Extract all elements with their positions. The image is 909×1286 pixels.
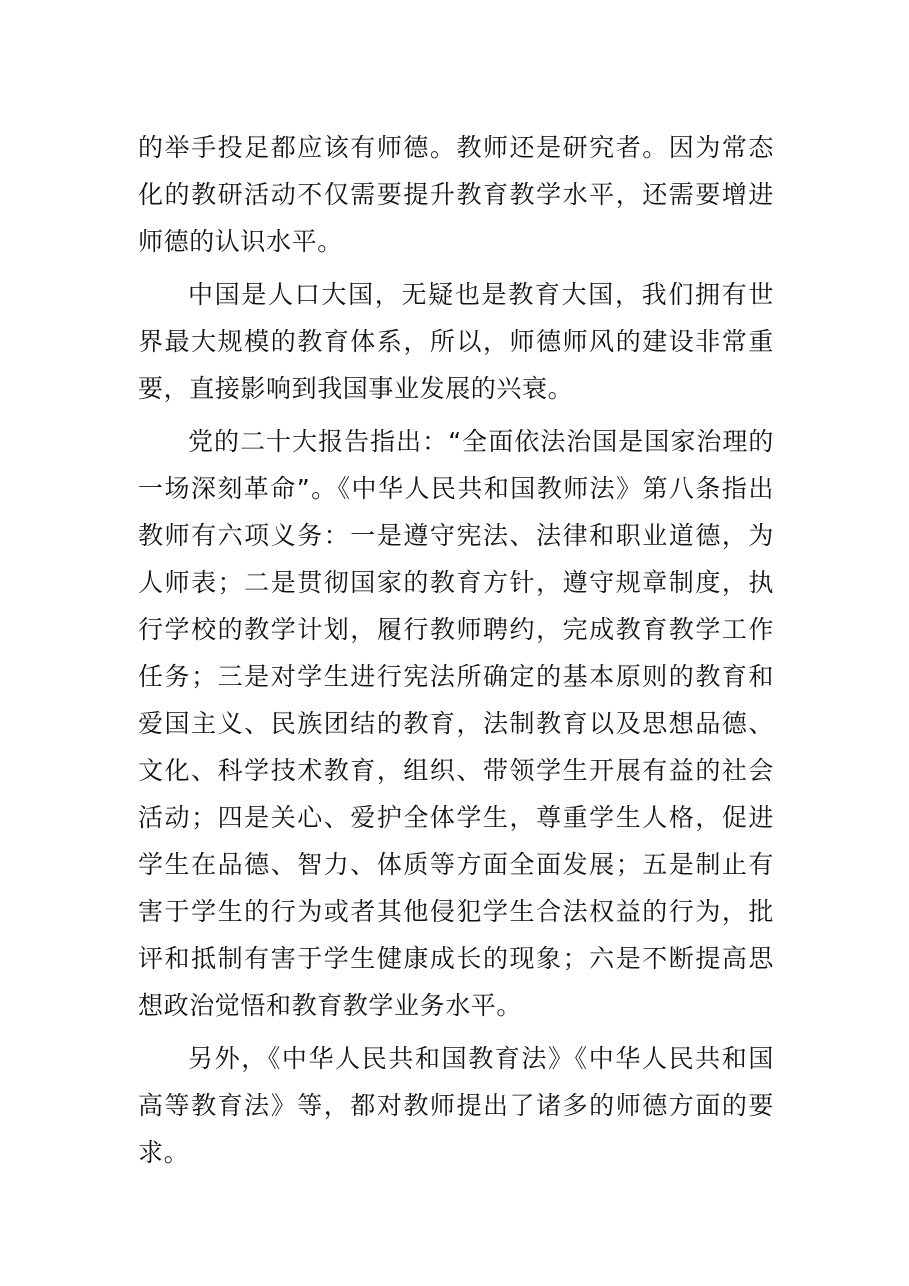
paragraph-3: 党的二十大报告指出：“全面依法治国是国家治理的一场深刻革命”。《中华人民共和国教师法》第八条指出教师有六项义务：一是遵守宪法、法律和职业道德，为人师表；二是贯彻国家的教育方针，遵守规章制度，执行学校的教学计划，履行教师聘约，完成教育教学工作任务；三是对学生进行宪法所确定的基本原则的教育和爱国主义、民族团结的教育，法制教育以及思想品德、文化、科学技术教育，组织、带领学生开展有益的社会活动；四是关心、爱护全体学生，尊重学生人格，促进学生在品德、智力、体质等方面全面发展；五是制止有害于学生的行为或者其他侵犯学生合法权益的行为，批评和抵制有害于学生健康成长的现象；六是不断提高思想政治觉悟和教育教学业务水平。 [138, 427, 774, 1020]
paragraph-2: 中国是人口大国，无疑也是教育大国，我们拥有世界最大规模的教育体系，所以，师德师风的建设非常重要，直接影响到我国事业发展的兴衰。 [138, 280, 774, 403]
document-body [138, 124, 774, 1182]
paragraph-1: 的举手投足都应该有师德。教师还是研究者。因为常态化的教研活动不仅需要提升教育教学水平，还需要增进师德的认识水平。 [138, 133, 774, 256]
paragraph-4: 另外，《中华人民共和国教育法》《中华人民共和国高等教育法》等，都对教师提出了诸多的师德方面的要求。 [138, 1044, 774, 1167]
